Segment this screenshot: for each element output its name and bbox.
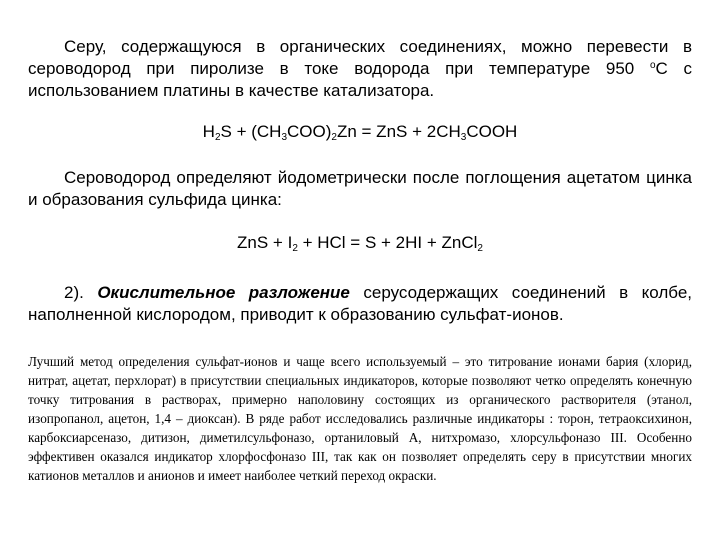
eq2-part: ZnS + I bbox=[237, 233, 293, 252]
paragraph-iodometry-text: Сероводород определяют йодометрически после поглощения ацетатом цинка и образования сульфида цинка: bbox=[28, 168, 692, 209]
equation-zinc-sulfide bbox=[0, 232, 720, 254]
eq1-part: COOH bbox=[466, 122, 518, 141]
eq1-part: H bbox=[202, 122, 215, 141]
eq2-subscript: 2 bbox=[292, 243, 298, 254]
paragraph-pyrolysis-end: С с использованием платины в качестве катализатора. bbox=[28, 59, 692, 100]
equation-zinc-acetate bbox=[0, 121, 720, 143]
eq1-part: COO) bbox=[287, 122, 332, 141]
paragraph-pyrolysis-text: Серу, содержащуюся в органических соединениях, можно перевести в сероводород при пиролизе в токе водорода при температуре 950 bbox=[28, 37, 692, 78]
eq1-subscript: 2 bbox=[331, 132, 337, 143]
eq2-part: + HCl = S + 2HI + ZnCl bbox=[297, 233, 478, 252]
paragraph-oxidative-decomposition bbox=[28, 282, 692, 326]
paragraph-iodometry bbox=[28, 167, 692, 211]
paragraph-pyrolysis bbox=[28, 36, 692, 102]
eq1-subscript: 2 bbox=[214, 132, 221, 143]
eq1-subscript: 3 bbox=[460, 132, 467, 143]
paragraph-oxidative-text: серусодержащих соединений в колбе, наполненной кислородом, приводит к образованию сульфат-ионов. bbox=[28, 283, 693, 324]
note-paragraph: Лучший метод определения сульфат-ионов и чаще всего используемый – это титрование ионами бария (хлорид, нитрат, ацетат, перхлорат) в присутствии специальных индикаторов, которые позволяют четко определять конечную точку титрования в растворах, примерно наполовину состоящих из органического растворителя (этанол, изопропанол, ацетон, 1,4 – диоксан). В ряде работ исследовались различные индикаторы : торон, тетраоксихинон, карбоксиарсеназо, дитизон, диметилсульфоназо, ортаниловый А, нитхромазо, хлорсульфоназо III. Особенно эффективен оказался индикатор хлорфосфоназо III, так как он позволяет определять серу в присутствии многих катионов металлов и анионов и имеет наиболее четкий переход окраски. bbox=[28, 354, 692, 483]
eq1-subscript: 3 bbox=[281, 132, 288, 143]
eq1-part: S + (CH bbox=[220, 122, 282, 141]
term-highlight: Окислительное разложение bbox=[97, 283, 350, 302]
item-number: 2). bbox=[64, 283, 98, 302]
eq1-part: Zn = ZnS + 2CH bbox=[336, 122, 461, 141]
eq2-subscript: 2 bbox=[477, 243, 483, 254]
degree-sign: o bbox=[649, 60, 656, 71]
